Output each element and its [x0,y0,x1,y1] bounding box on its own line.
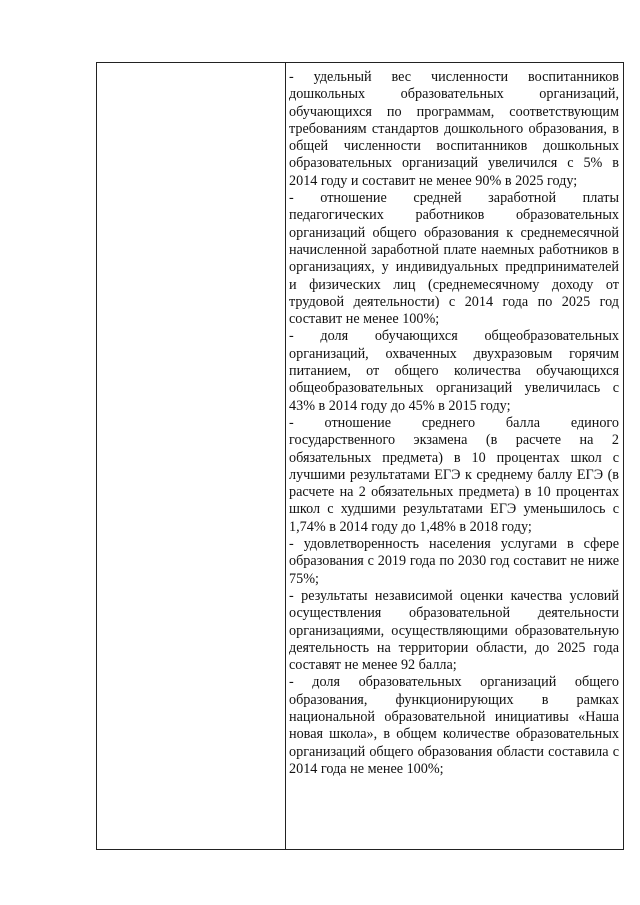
indicator-item: - отношение среднего балла единого государственного экзамена (в расчете на 2 обязательных предмета) в 10 процентах школ с лучшими результатами ЕГЭ к среднему баллу ЕГЭ (в расчете на 2 обязательных предмета) в 10 процентах школ с худшими результатами ЕГЭ уменьшилось с 1,74% в 2014 году до 1,48% в 2018 году; [289,414,619,535]
table-row [97,63,624,850]
indicator-item: - удельный вес численности воспитанников дошкольных образовательных организаций, обучающихся по программам, соответствующим требованиям стандартов дошкольного образования, в общей численности воспитанников дошкольных образовательных организаций увеличился с 5% в 2014 году и составит не менее 90% в 2025 году; [289,69,619,189]
indicator-item: - доля образовательных организаций общего образования, функционирующих в рамках национальной образовательной инициативы «Наша новая школа», в общем количестве образовательных организаций общего образования области составила с 2014 года не менее 100%; [289,674,619,777]
indicator-item: - отношение средней заработной платы педагогических работников образовательных организаций общего образования к среднемесячной начисленной заработной плате наемных работников в организациях, у индивидуальных предпринимателей и физических лиц (среднемесячному доходу от трудовой деятельности) с 2014 года по 2025 год составит не менее 100%; [289,190,619,328]
right-cell [286,63,624,850]
indicators-list [286,63,623,778]
indicators-table [96,62,624,850]
indicator-item: - результаты независимой оценки качества условий осуществления образовательной деятельности организациями, осуществляющими образовательную деятельность на территории области, до 2025 года составят не менее 92 балла; [289,587,619,674]
left-cell [97,63,286,850]
indicator-item: - доля обучающихся общеобразовательных организаций, охваченных двухразовым горячим питанием, от общего количества обучающихся общеобразовательных организаций увеличилась с 43% в 2014 году до 45% в 2015 году; [289,328,619,414]
indicator-item: - удовлетворенность населения услугами в сфере образования с 2019 года по 2030 год составит не ниже 75%; [289,536,619,587]
